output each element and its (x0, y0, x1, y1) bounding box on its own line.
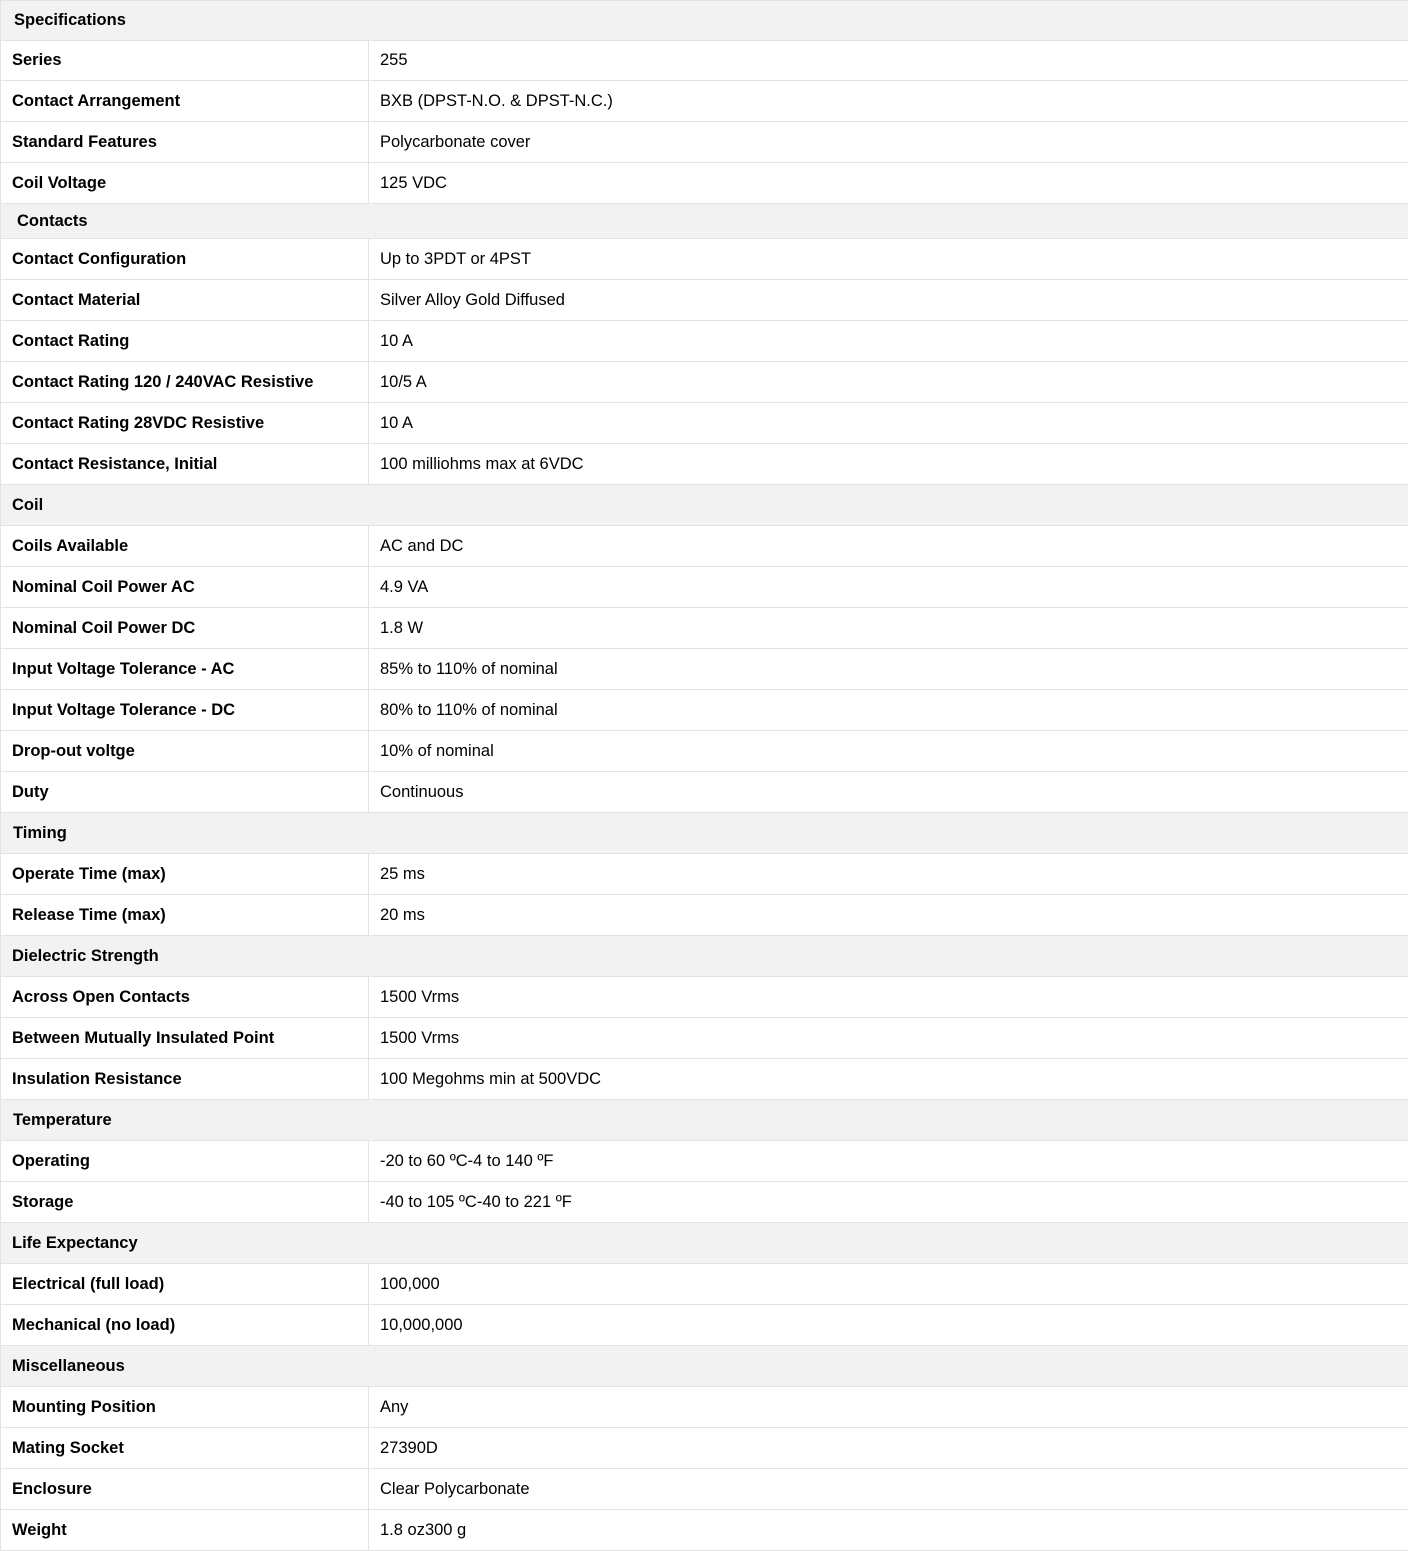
row-value: 100 Megohms min at 500VDC (369, 1059, 1408, 1100)
specifications-table-body (1, 1, 1408, 1551)
table-row (1, 1018, 1408, 1059)
table-row (1, 854, 1408, 895)
section-header-specifications (1, 1, 1408, 41)
table-row (1, 526, 1408, 567)
section-title: Dielectric Strength (1, 936, 1408, 977)
table-row (1, 895, 1408, 936)
row-label: Input Voltage Tolerance - AC (1, 649, 369, 690)
row-label: Input Voltage Tolerance - DC (1, 690, 369, 731)
row-value: 255 (369, 41, 1408, 81)
table-row (1, 690, 1408, 731)
row-value: 100 milliohms max at 6VDC (369, 444, 1408, 485)
row-label: Series (1, 41, 369, 81)
row-label: Mechanical (no load) (1, 1305, 369, 1346)
table-row (1, 1428, 1408, 1469)
table-row (1, 1141, 1408, 1182)
row-label: Enclosure (1, 1469, 369, 1510)
row-label: Mounting Position (1, 1387, 369, 1428)
row-label: Duty (1, 772, 369, 813)
row-value: 1.8 W (369, 608, 1408, 649)
table-row (1, 81, 1408, 122)
row-value: Silver Alloy Gold Diffused (369, 280, 1408, 321)
row-value: Clear Polycarbonate (369, 1469, 1408, 1510)
section-title: Specifications (1, 1, 1408, 41)
table-row (1, 41, 1408, 81)
row-label: Insulation Resistance (1, 1059, 369, 1100)
section-header-miscellaneous (1, 1346, 1408, 1387)
row-label: Weight (1, 1510, 369, 1551)
row-value: 1.8 oz300 g (369, 1510, 1408, 1551)
row-value: 4.9 VA (369, 567, 1408, 608)
section-header-life-expectancy (1, 1223, 1408, 1264)
row-value: 25 ms (369, 854, 1408, 895)
row-label: Coil Voltage (1, 163, 369, 204)
row-value: AC and DC (369, 526, 1408, 567)
row-label: Coils Available (1, 526, 369, 567)
row-label: Contact Rating 120 / 240VAC Resistive (1, 362, 369, 403)
table-row (1, 608, 1408, 649)
table-row (1, 122, 1408, 163)
section-header-contacts (1, 204, 1408, 239)
table-row (1, 1387, 1408, 1428)
row-label: Across Open Contacts (1, 977, 369, 1018)
section-title: Life Expectancy (1, 1223, 1408, 1264)
row-label: Contact Resistance, Initial (1, 444, 369, 485)
row-label: Operating (1, 1141, 369, 1182)
section-header-dielectric-strength (1, 936, 1408, 977)
section-title: Temperature (1, 1100, 1408, 1141)
row-label: Nominal Coil Power DC (1, 608, 369, 649)
row-value: 125 VDC (369, 163, 1408, 204)
row-value: 100,000 (369, 1264, 1408, 1305)
row-label: Storage (1, 1182, 369, 1223)
row-value: 10/5 A (369, 362, 1408, 403)
table-row (1, 239, 1408, 280)
section-title: Contacts (1, 204, 1408, 239)
table-row (1, 567, 1408, 608)
table-row (1, 280, 1408, 321)
table-row (1, 362, 1408, 403)
row-label: Drop-out voltge (1, 731, 369, 772)
row-value: 27390D (369, 1428, 1408, 1469)
row-label: Contact Configuration (1, 239, 369, 280)
table-row (1, 649, 1408, 690)
row-value: 85% to 110% of nominal (369, 649, 1408, 690)
table-row (1, 1059, 1408, 1100)
table-row (1, 1182, 1408, 1223)
row-value: Up to 3PDT or 4PST (369, 239, 1408, 280)
row-value: BXB (DPST-N.O. & DPST-N.C.) (369, 81, 1408, 122)
table-row (1, 403, 1408, 444)
row-value: 10 A (369, 321, 1408, 362)
row-label: Electrical (full load) (1, 1264, 369, 1305)
row-value: 1500 Vrms (369, 1018, 1408, 1059)
table-row (1, 321, 1408, 362)
row-label: Nominal Coil Power AC (1, 567, 369, 608)
table-row (1, 163, 1408, 204)
row-label: Release Time (max) (1, 895, 369, 936)
table-row (1, 444, 1408, 485)
row-value: -40 to 105 ºC-40 to 221 ºF (369, 1182, 1408, 1223)
row-label: Contact Material (1, 280, 369, 321)
section-header-coil (1, 485, 1408, 526)
row-label: Between Mutually Insulated Point (1, 1018, 369, 1059)
row-value: 80% to 110% of nominal (369, 690, 1408, 731)
section-title: Miscellaneous (1, 1346, 1408, 1387)
row-value: 10% of nominal (369, 731, 1408, 772)
row-value: Continuous (369, 772, 1408, 813)
row-value: Polycarbonate cover (369, 122, 1408, 163)
row-value: 10,000,000 (369, 1305, 1408, 1346)
row-value: 1500 Vrms (369, 977, 1408, 1018)
row-label: Contact Rating 28VDC Resistive (1, 403, 369, 444)
table-row (1, 772, 1408, 813)
section-title: Coil (1, 485, 1408, 526)
row-value: Any (369, 1387, 1408, 1428)
table-row (1, 1264, 1408, 1305)
table-row (1, 1510, 1408, 1551)
table-row (1, 1469, 1408, 1510)
table-row (1, 1305, 1408, 1346)
section-header-timing (1, 813, 1408, 854)
section-header-temperature (1, 1100, 1408, 1141)
row-value: -20 to 60 ºC-4 to 140 ºF (369, 1141, 1408, 1182)
section-title: Timing (1, 813, 1408, 854)
row-label: Standard Features (1, 122, 369, 163)
row-value: 20 ms (369, 895, 1408, 936)
table-row (1, 731, 1408, 772)
row-label: Contact Rating (1, 321, 369, 362)
row-label: Mating Socket (1, 1428, 369, 1469)
row-value: 10 A (369, 403, 1408, 444)
row-label: Contact Arrangement (1, 81, 369, 122)
row-label: Operate Time (max) (1, 854, 369, 895)
table-row (1, 977, 1408, 1018)
